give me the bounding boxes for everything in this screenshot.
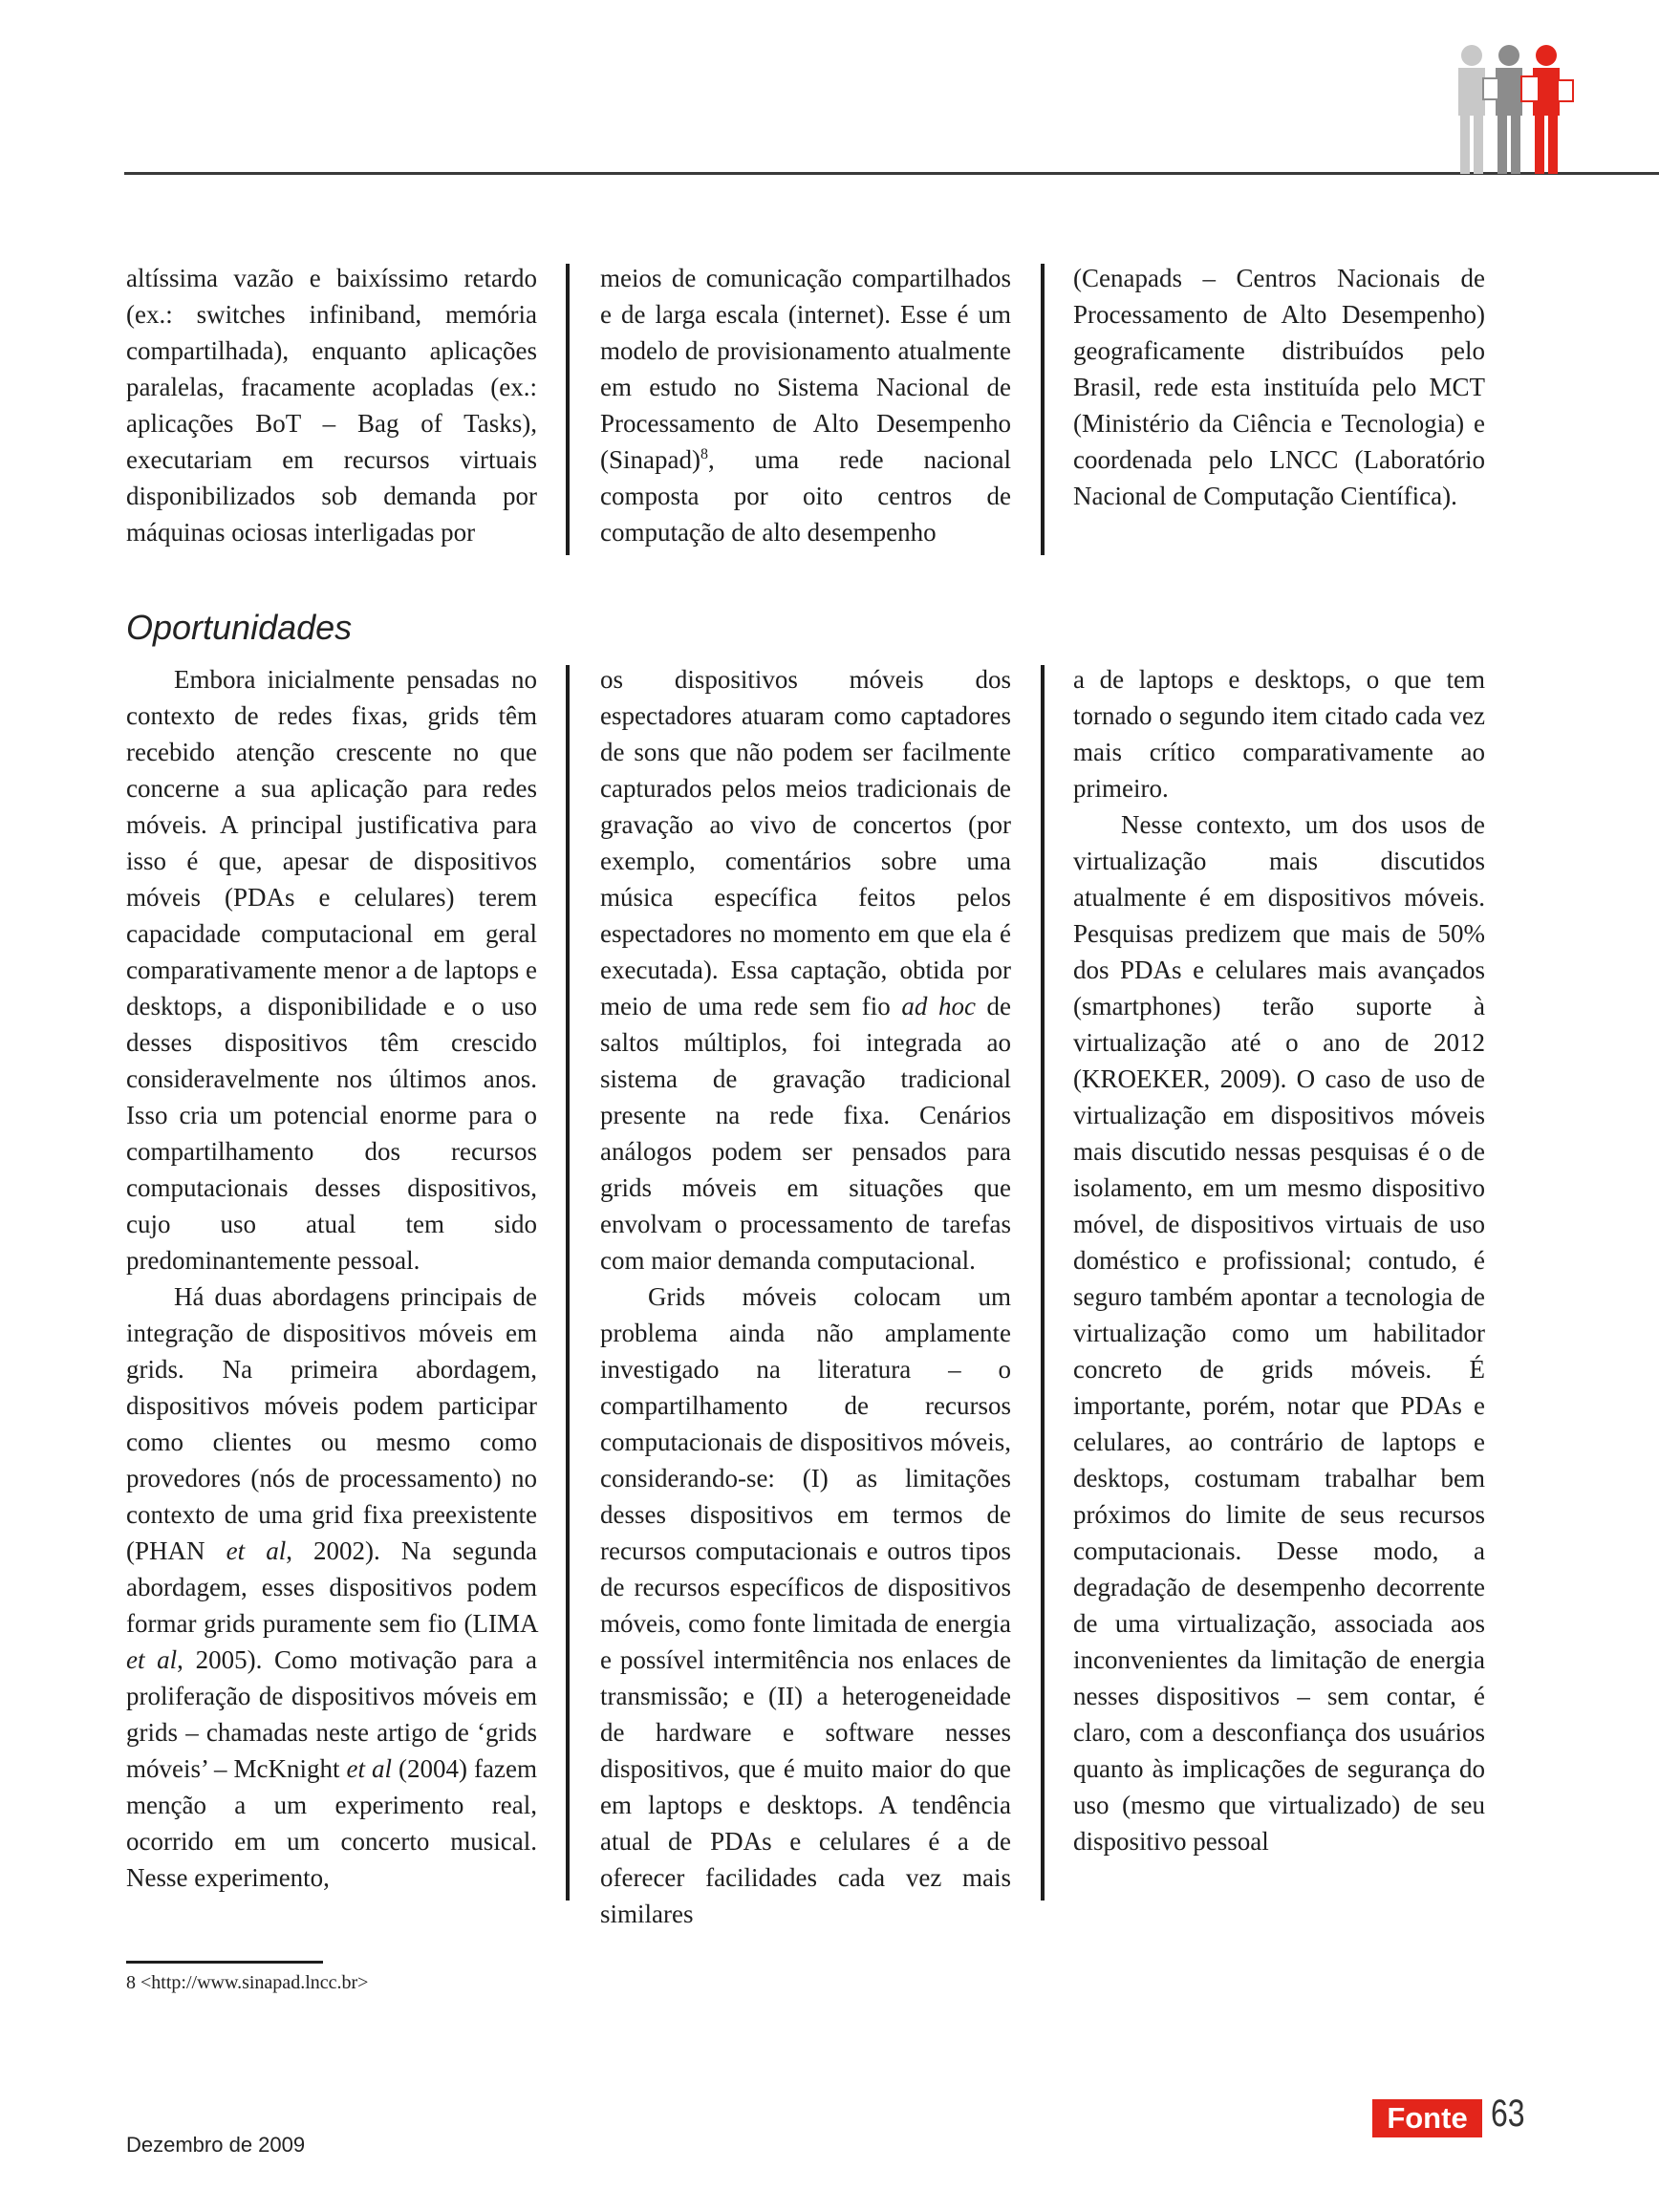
paragraph: Nesse contexto, um dos usos de virtualização mais discutidos atualmente é em dispositivos móveis. Pesquisas predizem que mais de 50% dos PDAs e celulares mais avançados (smartphones) terão suporte à virtualização até o ano de 2012 (KROEKER, 2009). O caso de uso de virtualização em dispositivos móveis mais discutido nessas pesquisas é o de isolamento, em um mesmo dispositivo móvel, de dispositivos virtuais de uso doméstico e profissional; contudo, é seguro também apontar a tecnologia de virtualização como um habilitador concreto de grids móveis. É importante, porém, notar que PDAs e celulares, ao contrário de laptops e desktops, costumam trabalhar bem próximos do limite de seus recursos computacionais. Desse modo, a degradação de desempenho decorrente de uma virtualização, associada aos inconvenientes da limitação de energia nesses dispositivos – sem contar, é claro, com a desconfiança dos usuários quanto às implicações de segurança do uso (mesmo que virtualizado) de seu dispositivo pessoal (1073, 810, 1485, 1856)
footer-date: Dezembro de 2009 (126, 2133, 306, 2157)
text-span: Há duas abordagens principais de integração de dispositivos móveis em grids. Na primeira abordagem, dispositivos móveis podem participar como clientes ou mesmo como provedores (nós de processamento) no contexto de uma grid fixa preexistente (PHAN (126, 1282, 537, 1565)
body-column-3 (1073, 661, 1485, 1859)
three-people-icon (1445, 42, 1588, 174)
brand-logo: Fonte (1372, 2099, 1482, 2137)
footnote-ref: 8 (700, 446, 708, 462)
italic-text: et al (346, 1754, 393, 1783)
top-column-2 (600, 260, 1011, 550)
text-span: , 2005). Como motivação para a proliferação de dispositivos móveis em grids – chamadas neste artigo de ‘grids móveis’ – McKnight (126, 1645, 537, 1783)
paragraph: (Cenapads – Centros Nacionais de Processamento de Alto Desempenho) geograficamente distribuídos pelo Brasil, rede esta instituída pelo MCT (Ministério da Ciência e Tecnologia) e coordenada pelo LNCC (Laboratório Nacional de Computação Científica). (1073, 264, 1485, 510)
text-span: de saltos múltiplos, foi integrada ao sistema de gravação tradicional presente na rede fixa. Cenários análogos podem ser pensados para grids móveis em situações que envolvam o processamento de tarefas com maior demanda computacional. (600, 992, 1011, 1275)
top-column-1 (126, 260, 537, 550)
paragraph: altíssima vazão e baixíssimo retardo (ex.: switches infiniband, memória compartilhada), enquanto aplicações paralelas, fracamente acopladas (ex.: aplicações BoT – Bag of Tasks), executariam em recursos virtuais disponibilizados sob demanda por máquinas ociosas interligadas por (126, 264, 537, 547)
footnote-rule (126, 1961, 323, 1964)
italic-text: ad hoc (901, 992, 976, 1020)
section-heading: Oportunidades (126, 608, 353, 647)
paragraph: a de laptops e desktops, o que tem tornado o segundo item citado cada vez mais crítico comparativamente ao primeiro. (1073, 665, 1485, 803)
header-rule (124, 172, 1659, 175)
paragraph (600, 661, 1011, 1278)
text-span: os dispositivos móveis dos espectadores atuaram como captadores de sons que não podem ser facilmente capturados pelos meios tradicionais de gravação ao vivo de concertos (por exemplo, comentários sobre uma música específica feitos pelos espectadores no momento em que ela é executada). Essa captação, obtida por meio de uma rede sem fio (600, 665, 1011, 1020)
column-divider (566, 264, 570, 555)
body-column-2 (600, 661, 1011, 1932)
top-column-3 (1073, 260, 1485, 514)
column-divider (1041, 665, 1045, 1901)
paragraph: Grids móveis colocam um problema ainda não amplamente investigado na literatura – o compartilhamento de recursos computacionais de dispositivos móveis, considerando-se: (I) as limitações desses dispositivos em termos de recursos computacionais e outros tipos de recursos específicos de dispositivos móveis, como fonte limitada de energia e possível intermitência nos enlaces de transmissão; e (II) a heterogeneidade de hardware e software nesses dispositivos, que é muito maior do que em laptops e desktops. A tendência atual de PDAs e celulares é a de oferecer facilidades cada vez mais similares (600, 1282, 1011, 1928)
page-number: 63 (1491, 2093, 1525, 2135)
text-span: meios de comunicação compartilhados e de larga escala (internet). Esse é um modelo de provisionamento atualmente em estudo no Sistema Nacional de Processamento de Alto Desempenho (Sinapad) (600, 264, 1011, 474)
column-divider (566, 665, 570, 1901)
body-column-1 (126, 661, 537, 1896)
text-span: , 2002). Na segunda abordagem, esses dispositivos podem formar grids puramente sem fio (LIMA (126, 1536, 537, 1638)
paragraph (600, 260, 1011, 550)
text-span: (2004) fazem menção a um experimento real, ocorrido em um concerto musical. Nesse experimento, (126, 1754, 537, 1892)
italic-text: et al (126, 1645, 178, 1674)
text-span: , uma rede nacional composta por oito centros de computação de alto desempenho (600, 445, 1011, 547)
footnote: 8 <http://www.sinapad.lncc.br> (126, 1972, 369, 1993)
paragraph (126, 1278, 537, 1896)
column-divider (1041, 264, 1045, 555)
italic-text: et al (226, 1536, 287, 1565)
paragraph: Embora inicialmente pensadas no contexto de redes fixas, grids têm recebido atenção crescente no que concerne a sua aplicação para redes móveis. A principal justificativa para isso é que, apesar de dispositivos móveis (PDAs e celulares) terem capacidade computacional em geral comparativamente menor a de laptops e desktops, a disponibilidade e o uso desses dispositivos têm crescido consideravelmente nos últimos anos. Isso cria um potencial enorme para o compartilhamento dos recursos computacionais desses dispositivos, cujo uso atual tem sido predominantemente pessoal. (126, 665, 537, 1275)
